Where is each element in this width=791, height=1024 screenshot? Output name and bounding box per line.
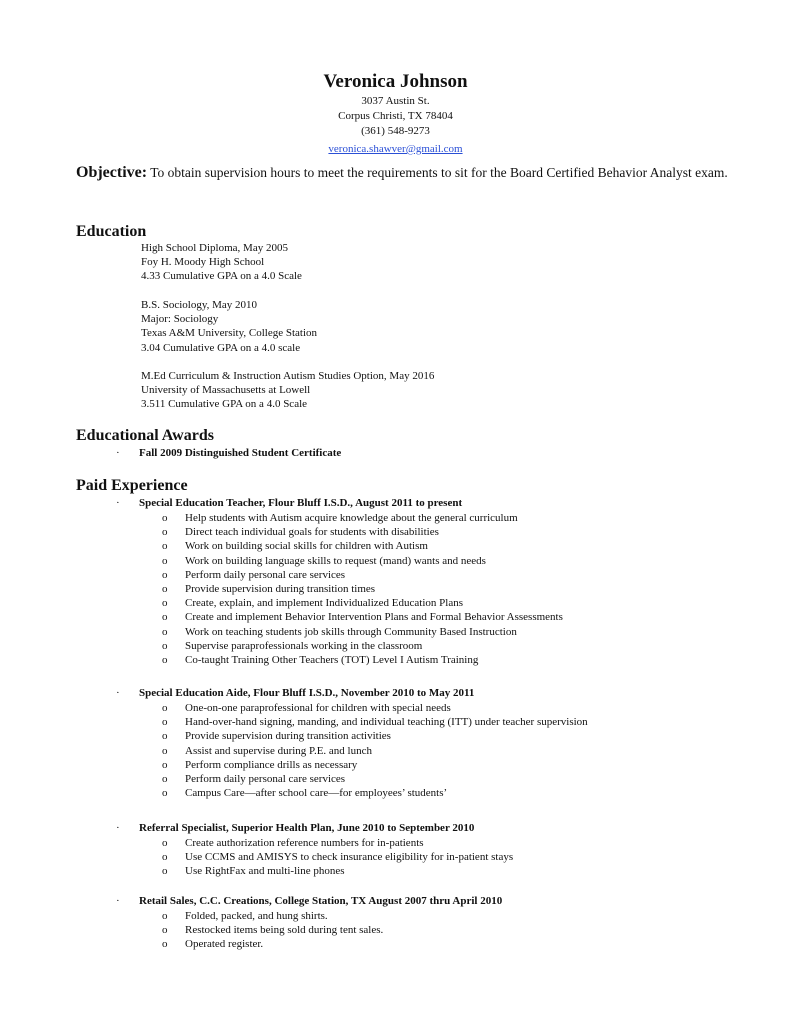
street-address: 3037 Austin St. bbox=[361, 95, 430, 107]
education-line: Texas A&M University, College Station bbox=[141, 327, 318, 340]
circle-bullet-icon: o bbox=[162, 924, 168, 937]
duty-text: Help students with Autism acquire knowledge about the general curriculum bbox=[185, 512, 518, 524]
duty-text: Use CCMS and AMISYS to check insurance eligibility for in-patient stays bbox=[185, 851, 514, 864]
bullet-icon: · bbox=[116, 822, 120, 834]
job-duties-list bbox=[162, 511, 563, 667]
education-line: Major: Sociology bbox=[141, 313, 219, 326]
circle-bullet-icon: o bbox=[162, 787, 168, 800]
duty-text: Use RightFax and multi-line phones bbox=[185, 865, 345, 878]
job-title-row bbox=[116, 821, 474, 835]
objective-text: To obtain supervision hours to meet the requirements to sit for the Board Certified Behavior Analyst exam. bbox=[150, 165, 728, 180]
duty-item bbox=[162, 511, 563, 525]
contact-header bbox=[0, 70, 791, 157]
city-state-zip: Corpus Christi, TX 78404 bbox=[338, 110, 453, 122]
job-title: Special Education Aide, Flour Bluff I.S.D., November 2010 to May 2011 bbox=[139, 687, 475, 699]
duty-text: Work on teaching students job skills through Community Based Instruction bbox=[185, 625, 517, 638]
circle-bullet-icon: o bbox=[162, 910, 168, 922]
phone-number: (361) 548-9273 bbox=[361, 125, 430, 137]
education-line: High School Diploma, May 2005 bbox=[141, 242, 288, 254]
objective-section bbox=[76, 163, 736, 182]
job-title-row bbox=[116, 496, 462, 510]
education-line: B.S. Sociology, May 2010 bbox=[141, 299, 258, 311]
candidate-name: Veronica Johnson bbox=[323, 71, 468, 92]
duty-item bbox=[162, 554, 563, 568]
circle-bullet-icon: o bbox=[162, 625, 168, 638]
awards-heading: Educational Awards bbox=[76, 427, 214, 444]
education-line: 3.04 Cumulative GPA on a 4.0 scale bbox=[141, 341, 301, 354]
duty-text: Work on building language skills to request (mand) wants and needs bbox=[185, 554, 486, 567]
duty-text: Campus Care—after school care—for employees’ students’ bbox=[185, 787, 448, 800]
duty-text: Provide supervision during transition activities bbox=[185, 730, 391, 743]
duty-text: Folded, packed, and hung shirts. bbox=[185, 910, 328, 922]
duty-item bbox=[162, 568, 563, 582]
award-item bbox=[116, 446, 341, 460]
duty-item bbox=[162, 653, 563, 667]
duty-item bbox=[162, 836, 513, 850]
duty-text: Assist and supervise during P.E. and lunch bbox=[185, 744, 372, 757]
duty-item bbox=[162, 715, 588, 729]
job-title: Special Education Teacher, Flour Bluff I.S.D., August 2011 to present bbox=[139, 497, 463, 509]
email-link[interactable]: veronica.shawver@gmail.com bbox=[328, 143, 463, 155]
duty-text: Supervise paraprofessionals working in the classroom bbox=[185, 639, 423, 652]
duty-text: Provide supervision during transition times bbox=[185, 583, 376, 596]
duty-item bbox=[162, 596, 563, 610]
duty-item bbox=[162, 610, 563, 624]
education-heading: Education bbox=[76, 223, 147, 240]
education-entry bbox=[141, 241, 302, 284]
circle-bullet-icon: o bbox=[162, 597, 168, 610]
duty-text: Create authorization reference numbers for in-patients bbox=[185, 837, 424, 849]
circle-bullet-icon: o bbox=[162, 851, 168, 864]
duty-item bbox=[162, 758, 588, 772]
circle-bullet-icon: o bbox=[162, 639, 168, 652]
duty-text: Restocked items being sold during tent sales. bbox=[185, 924, 384, 937]
duty-item bbox=[162, 625, 563, 639]
circle-bullet-icon: o bbox=[162, 512, 168, 524]
duty-text: Create, explain, and implement Individualized Education Plans bbox=[185, 597, 463, 610]
duty-item bbox=[162, 923, 383, 937]
education-line: Foy H. Moody High School bbox=[141, 256, 265, 269]
experience-heading: Paid Experience bbox=[76, 477, 188, 494]
duty-text: Operated register. bbox=[185, 938, 264, 951]
circle-bullet-icon: o bbox=[162, 526, 168, 539]
job-title-row bbox=[116, 894, 502, 908]
circle-bullet-icon: o bbox=[162, 773, 168, 786]
duty-item bbox=[162, 864, 513, 878]
duty-item bbox=[162, 772, 588, 786]
duty-text: Hand-over-hand signing, manding, and individual teaching (ITT) under teacher supervision bbox=[185, 716, 588, 729]
education-line: 3.511 Cumulative GPA on a 4.0 Scale bbox=[141, 398, 308, 411]
duty-text: One-on-one paraprofessional for children with special needs bbox=[185, 702, 451, 714]
duty-text: Create and implement Behavior Intervention Plans and Formal Behavior Assessments bbox=[185, 611, 563, 624]
bullet-icon: · bbox=[116, 687, 120, 699]
education-entry bbox=[141, 369, 434, 412]
duty-item bbox=[162, 909, 383, 923]
duty-item bbox=[162, 729, 588, 743]
circle-bullet-icon: o bbox=[162, 583, 168, 596]
duty-item bbox=[162, 937, 383, 951]
bullet-icon: · bbox=[116, 497, 120, 509]
circle-bullet-icon: o bbox=[162, 540, 168, 553]
duty-text: Perform compliance drills as necessary bbox=[185, 758, 358, 771]
circle-bullet-icon: o bbox=[162, 837, 168, 849]
duty-item bbox=[162, 701, 588, 715]
duty-item bbox=[162, 639, 563, 653]
education-line: 4.33 Cumulative GPA on a 4.0 Scale bbox=[141, 270, 302, 283]
job-duties-list bbox=[162, 836, 513, 879]
circle-bullet-icon: o bbox=[162, 716, 168, 729]
job-duties-list bbox=[162, 909, 383, 952]
education-entry bbox=[141, 298, 317, 355]
circle-bullet-icon: o bbox=[162, 865, 168, 878]
job-title: Retail Sales, C.C. Creations, College Station, TX August 2007 thru April 2010 bbox=[139, 895, 503, 907]
duty-text: Co-taught Training Other Teachers (TOT) Level I Autism Training bbox=[185, 654, 479, 667]
job-title: Referral Specialist, Superior Health Plan, June 2010 to September 2010 bbox=[139, 822, 475, 834]
duty-text: Direct teach individual goals for students with disabilities bbox=[185, 526, 439, 539]
education-line: University of Massachusetts at Lowell bbox=[141, 384, 311, 397]
circle-bullet-icon: o bbox=[162, 702, 168, 714]
duty-text: Perform daily personal care services bbox=[185, 568, 346, 581]
circle-bullet-icon: o bbox=[162, 568, 168, 581]
circle-bullet-icon: o bbox=[162, 744, 168, 757]
bullet-icon: · bbox=[116, 447, 120, 459]
duty-item bbox=[162, 525, 563, 539]
objective-label: Objective: bbox=[76, 164, 148, 181]
duty-text: Work on building social skills for children with Autism bbox=[185, 540, 428, 553]
award-text: Fall 2009 Distinguished Student Certificate bbox=[139, 447, 342, 459]
duty-item bbox=[162, 539, 563, 553]
duty-item bbox=[162, 582, 563, 596]
circle-bullet-icon: o bbox=[162, 554, 168, 567]
circle-bullet-icon: o bbox=[162, 611, 168, 624]
circle-bullet-icon: o bbox=[162, 654, 168, 667]
bullet-icon: · bbox=[116, 895, 120, 907]
circle-bullet-icon: o bbox=[162, 758, 168, 771]
education-line: M.Ed Curriculum & Instruction Autism Studies Option, May 2016 bbox=[141, 370, 435, 382]
duty-item bbox=[162, 744, 588, 758]
duty-item bbox=[162, 850, 513, 864]
duty-text: Perform daily personal care services bbox=[185, 773, 346, 786]
circle-bullet-icon: o bbox=[162, 938, 168, 951]
duty-item bbox=[162, 786, 588, 800]
job-title-row bbox=[116, 686, 474, 700]
job-duties-list bbox=[162, 701, 588, 800]
circle-bullet-icon: o bbox=[162, 730, 168, 743]
